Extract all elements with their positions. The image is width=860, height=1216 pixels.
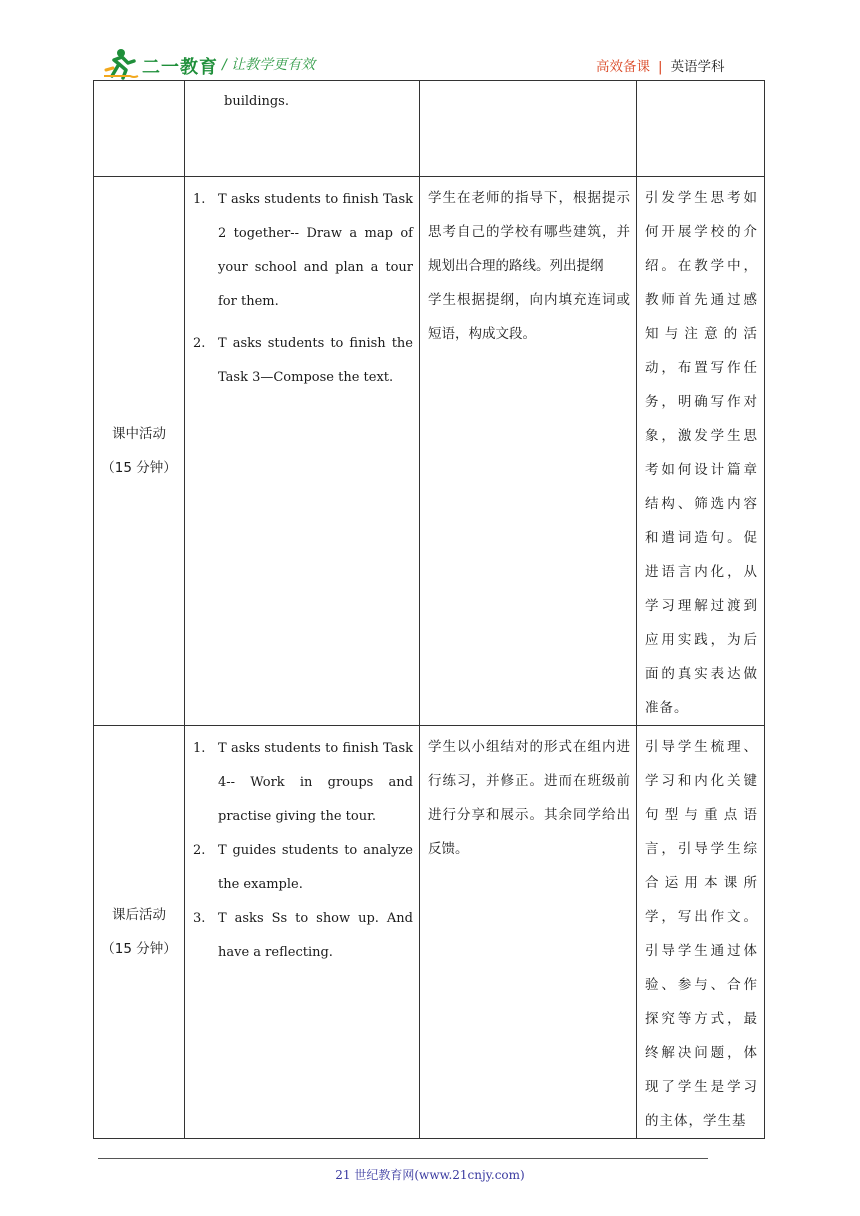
purpose-text: 引发学生思考如何开展学校的介绍。在教学中，教师首先通过感知与注意的活动，布置写作任务，明确写作对象，激发学生思考如何设计篇章结构、筛选内容和遣词造句。促进语言内化，从学习理解过渡到应用实践，为后面的真实表达做准备。 — [645, 190, 758, 716]
footer-source: 21 世纪教育网(www.21cnjy.com) — [335, 1168, 525, 1182]
header-tag-subject: 英语学科 — [670, 59, 725, 75]
purpose-text: 引导学生梳理、学习和内化关键句型与重点语言，引导学生综合运用本课所学，写出作文。引导学生通过体验、参与、合作探究等方式，最终解决问题，体现了学生是学习的主体，学生基 — [645, 739, 758, 1129]
page-header — [0, 0, 860, 90]
student-activity-text: 学生在老师的指导下，根据提示思考自己的学校有哪些建筑，并规划出合理的路线。列出提纲 学生根据提纲，向内填充连词或短语，构成文段。 — [428, 190, 630, 342]
purpose-cell — [637, 81, 765, 177]
header-tag-red: 高效备课 — [596, 59, 650, 75]
lesson-plan-table — [93, 80, 765, 1139]
purpose-cell — [637, 726, 765, 1139]
stage-label-cell — [94, 81, 185, 177]
stage-duration: （15 分钟） — [101, 460, 177, 476]
list-item: 1. T asks students to finish Task 2 together-- Draw a map of your school and plan a tour for them. — [193, 192, 413, 309]
slogan: / 让教学更有效 — [222, 57, 316, 73]
teacher-activity-cell — [185, 81, 420, 177]
student-activity-cell — [420, 726, 637, 1139]
stage-duration: （15 分钟） — [101, 941, 177, 957]
teacher-activity-cell — [185, 177, 420, 726]
stage-label-cell — [94, 177, 185, 726]
list-item: 1. T asks students to finish Task 4-- Work in groups and practise giving the tour. — [193, 741, 413, 824]
table-row — [94, 177, 765, 726]
teacher-activity-cell — [185, 726, 420, 1139]
purpose-cell — [637, 177, 765, 726]
header-separator: | — [658, 59, 663, 75]
student-activity-cell — [420, 81, 637, 177]
footer-divider — [98, 1158, 708, 1159]
logo-text: 二一教育 — [142, 57, 218, 78]
list-item: 2. T guides students to analyze the example. — [193, 843, 413, 892]
teacher-activity-list — [185, 726, 419, 970]
header-subject — [596, 55, 725, 75]
list-item: 3. T asks Ss to show up. And have a reflecting. — [193, 911, 413, 960]
stage-label: 课中活动 — [112, 426, 166, 442]
teacher-activity-list — [185, 177, 419, 395]
student-activity-cell — [420, 177, 637, 726]
student-activity-text: 学生以小组结对的形式在组内进行练习，并修正。进而在班级前进行分享和展示。其余同学给出反馈。 — [428, 739, 630, 857]
table-row — [94, 81, 765, 177]
teacher-activity-tail: buildings. — [224, 94, 289, 109]
stage-label-cell — [94, 726, 185, 1139]
stage-label: 课后活动 — [112, 907, 166, 923]
table-row — [94, 726, 765, 1139]
list-item: 2. T asks students to finish the Task 3—Compose the text. — [193, 336, 413, 385]
